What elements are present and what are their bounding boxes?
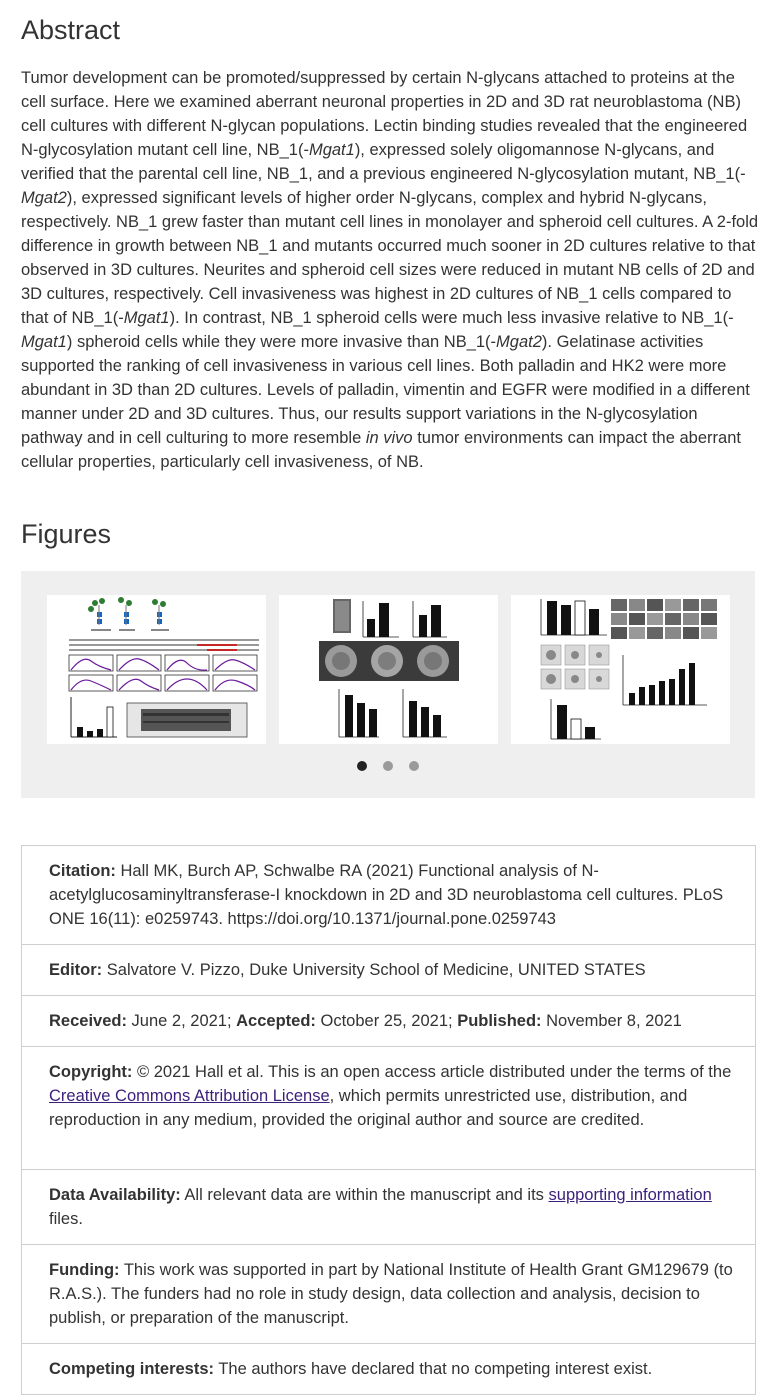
abstract-text-part: ), expressed solely oligomannose N-glycans, and verified that the parental cell line, NB_1, and a previous engineered N-glycosylation mutant, NB_1(-	[21, 141, 746, 183]
data-availability-text: All relevant data are within the manuscript and its	[180, 1186, 549, 1204]
competing-interests-label: Competing interests:	[49, 1360, 215, 1378]
figure-3-image	[511, 595, 730, 744]
figure-3-thumbnail[interactable]	[511, 595, 730, 744]
abstract-text-part: ) spheroid cells while they were more invasive than NB_1(-	[66, 333, 497, 351]
competing-interests-row	[22, 1344, 755, 1395]
copyright-text: © 2021 Hall et al. This is an open access article distributed under the terms of the	[132, 1063, 732, 1081]
data-availability-row	[22, 1170, 755, 1245]
carousel-dots	[21, 761, 755, 773]
dates-row	[22, 996, 755, 1047]
editor-text: Salvatore V. Pizzo, Duke University School of Medicine, UNITED STATES	[102, 961, 646, 979]
figure-2-image	[279, 595, 498, 744]
citation-row	[22, 846, 755, 945]
funding-text: This work was supported in part by National Institute of Health Grant GM129679 (to R.A.S.). The funders had no role in study design, data collection and analysis, decision to publish, or preparation of the manuscript.	[49, 1261, 733, 1327]
figure-2-thumbnail[interactable]	[279, 595, 498, 744]
received-date: June 2, 2021;	[126, 1012, 237, 1030]
accepted-date: October 25, 2021;	[315, 1012, 458, 1030]
copyright-label: Copyright:	[49, 1063, 133, 1081]
abstract-text-part: ). In contrast, NB_1 spheroid cells were much less invasive relative to NB_1(-	[169, 309, 734, 327]
gene-name: Mgat2	[21, 189, 67, 207]
figure-1-image	[47, 595, 266, 744]
abstract-text	[21, 66, 761, 474]
competing-interests-text: The authors have declared that no competing interest exist.	[214, 1360, 653, 1378]
citation-text: Hall MK, Burch AP, Schwalbe RA (2021) Functional analysis of N-acetylglucosaminyltransferase-I knockdown in 2D and 3D neuroblastoma cell cultures. PLoS ONE 16(11): e0259743. https://doi.org/10.1371/journal.pone.0259743	[49, 862, 724, 928]
editor-label: Editor:	[49, 961, 103, 979]
citation-label: Citation:	[49, 862, 116, 880]
gene-name: Mgat1	[308, 141, 355, 159]
figure-carousel	[21, 571, 755, 798]
editor-row	[22, 945, 755, 996]
supporting-information-link[interactable]: supporting information	[548, 1186, 712, 1204]
figures-heading: Figures	[21, 519, 112, 549]
gene-name: Mgat2	[496, 333, 542, 351]
in-vivo-term: in vivo	[365, 429, 413, 447]
data-availability-label: Data Availability:	[49, 1186, 181, 1204]
funding-label: Funding:	[49, 1261, 120, 1279]
article-info-box	[21, 845, 756, 1395]
abstract-text-part: ). Gelatinase activities supported the ranking of cell invasiveness in various cell lines. Both palladin and HK2 were more abundant in 3D than 2D cultures. Levels of palladin, vimentin and EGFR were modified in a different manner under 2D and 3D cultures. Thus, our results support variations in the N-glycosylation pathway and in cell culturing to more resemble	[21, 333, 750, 447]
figure-1-thumbnail[interactable]	[47, 595, 266, 744]
carousel-dot-3[interactable]	[409, 761, 419, 771]
carousel-dot-2[interactable]	[383, 761, 393, 771]
abstract-text-part: ), expressed significant levels of higher order N-glycans, complex and hybrid N-glycans, respectively. NB_1 grew faster than mutant cell lines in monolayer and spheroid cell cultures. A 2-fold difference in growth between NB_1 and mutants occurred much sooner in 2D cultures relative to that observed in 3D cultures. Neurites and spheroid cell sizes were reduced in mutant NB cells of 2D and 3D cultures, respectively. Cell invasiveness was highest in 2D cultures of NB_1 cells compared to that of NB_1(-	[21, 189, 759, 327]
copyright-text: , which permits unrestricted use, distribution, and reproduction in any medium, provided the original author and source are credited.	[49, 1087, 688, 1129]
copyright-row	[22, 1047, 755, 1170]
funding-row	[22, 1245, 755, 1344]
data-availability-text: files.	[49, 1210, 83, 1228]
published-date: November 8, 2021	[541, 1012, 682, 1030]
abstract-text-part: Tumor development can be promoted/suppressed by certain N-glycans attached to proteins at the cell surface. Here we examined aberrant neuronal properties in 2D and 3D rat neuroblastoma (NB) cell cultures with different N-glycan populations. Lectin binding studies revealed that the engineered N-glycosylation mutant cell line, NB_1(-	[21, 69, 748, 159]
abstract-text-part: tumor environments can impact the aberrant cellular properties, particularly cell invasiveness, of NB.	[21, 429, 741, 471]
carousel-dot-1[interactable]	[357, 761, 367, 771]
gene-name: Mgat1	[123, 309, 170, 327]
gene-name: Mgat1	[21, 333, 67, 351]
received-label: Received:	[49, 1012, 127, 1030]
accepted-label: Accepted:	[236, 1012, 316, 1030]
abstract-heading: Abstract	[21, 15, 121, 45]
license-link[interactable]: Creative Commons Attribution License	[49, 1087, 330, 1105]
published-label: Published:	[457, 1012, 542, 1030]
